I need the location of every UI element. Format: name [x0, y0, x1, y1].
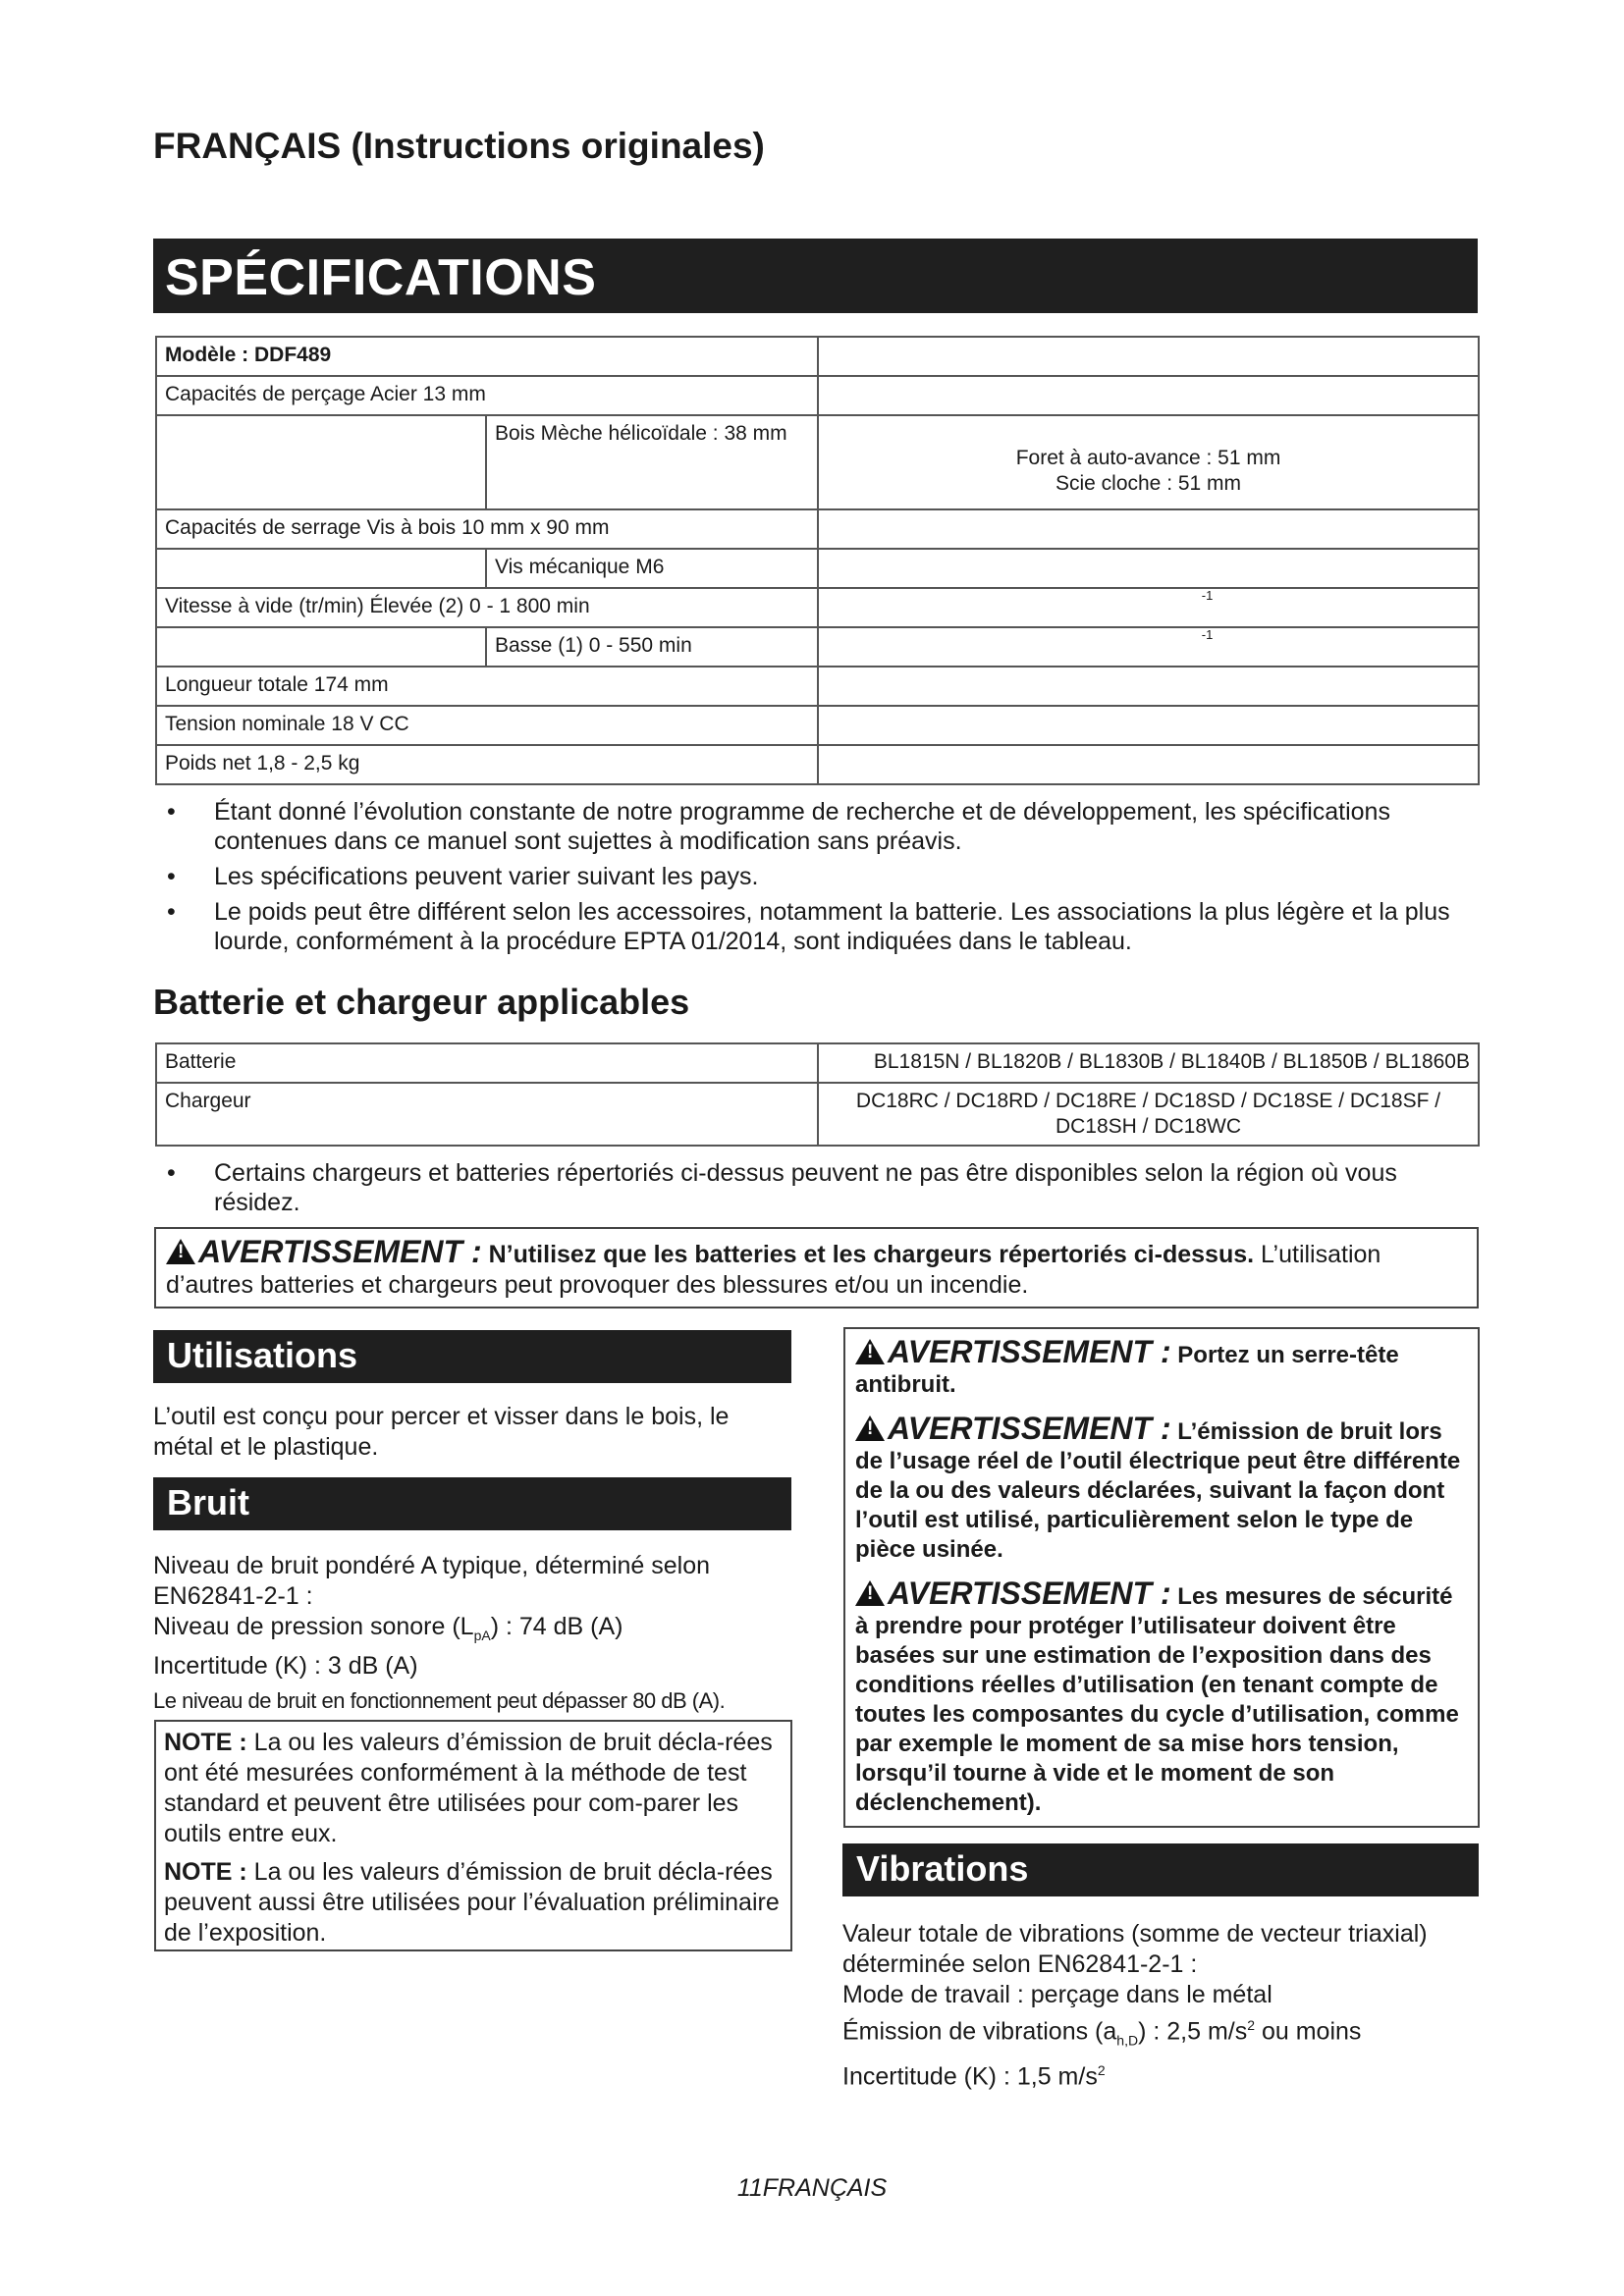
table-row [156, 745, 1479, 784]
drill-wood-values-cell [818, 415, 1479, 509]
utilisations-heading: Utilisations [153, 1330, 791, 1383]
warning-glyph: ! [867, 1342, 874, 1362]
drill-wood-value: Foret à auto-avance : 51 mm [1015, 447, 1281, 469]
vibration-line: Mode de travail : perçage dans le métal [842, 1981, 1272, 2008]
page-language-title: FRANÇAIS (Instructions originales) [153, 126, 765, 166]
bruit-notes-box [154, 1720, 792, 1951]
table-row [156, 415, 1479, 509]
battery-charger-heading: Batterie et chargeur applicables [153, 982, 690, 1022]
note-label: NOTE : [164, 1858, 247, 1886]
warning-paragraph [855, 1575, 1468, 1818]
bruit-text [153, 1551, 791, 1716]
warning-triangle-icon [855, 1415, 885, 1441]
table-row [156, 549, 1479, 588]
charger-label: Chargeur [156, 1083, 818, 1146]
vibration-emission-value: ) : 2,5 m/s [1138, 2017, 1248, 2046]
list-item: • Le poids peut être différent selon les accessoires, notamment la batterie. Les associations la plus légère et la plus lourde, conformément à la procédure EPTA 01/2014, sont indiquées dans le tableau. [153, 897, 1478, 956]
drill-wood-value: Scie cloche : 51 mm [1055, 472, 1242, 495]
table-cell [818, 337, 1479, 376]
table-cell [818, 745, 1479, 784]
table-row [156, 1083, 1479, 1146]
vibration-emission-sub: h,D [1116, 2032, 1139, 2049]
specifications-table [155, 336, 1480, 785]
list-item: • Les spécifications peuvent varier suivant les pays. [153, 862, 1478, 891]
warning-glyph: ! [178, 1242, 185, 1262]
battery-value: BL1815N / BL1820B / BL1830B / BL1840B / BL1850B / BL1860B [818, 1043, 1479, 1083]
utilisations-text: L’outil est conçu pour percer et visser dans le bois, le métal et le plastique. [153, 1403, 730, 1461]
note-text: La ou les valeurs d’émission de bruit décla-rées peuvent aussi être utilisées pour l’évaluation préliminaire de l’exposition. [164, 1858, 780, 1947]
speed-exponent: -1 [1201, 588, 1214, 603]
drill-capacity-cell: Capacités de perçage Acier 13 mm [156, 376, 818, 415]
table-row [156, 1043, 1479, 1083]
vibration-line: Valeur totale de vibrations (somme de vecteur triaxial) déterminée selon EN62841-2-1 : [842, 1920, 1428, 1978]
list-item: • Certains chargeurs et batteries répertoriés ci-dessus peuvent ne pas être disponibles selon la région où vous résidez. [153, 1158, 1478, 1217]
bruit-pressure-value: ) : 74 dB (A) [490, 1613, 623, 1640]
bruit-pressure-label: Niveau de pression sonore (L [153, 1613, 474, 1640]
charger-value-line: DC18RC / DC18RD / DC18RE / DC18SD / DC18SE / DC18SF / [855, 1090, 1441, 1112]
speed-high-unit-cell [818, 588, 1479, 627]
vibration-emission-line [842, 2010, 1479, 2056]
warning-glyph: ! [867, 1583, 874, 1604]
list-item: • Étant donné l’évolution constante de notre programme de recherche et de développement, les spécifications contenues dans ce manuel sont sujettes à modification sans préavis. [153, 797, 1478, 856]
note-text: La ou les valeurs d’émission de bruit décla-rées ont été mesurées conformément à la méthode de test standard et peuvent être utilisées pour com-parer les outils entre eux. [164, 1729, 773, 1847]
battery-warning-box [154, 1227, 1479, 1308]
machine-screw-cell: Vis mécanique M6 [486, 549, 818, 588]
model-cell: Modèle : DDF489 [156, 337, 818, 376]
bruit-heading: Bruit [153, 1477, 791, 1530]
table-row [156, 667, 1479, 706]
battery-label: Batterie [156, 1043, 818, 1083]
table-row [156, 509, 1479, 549]
table-cell [818, 376, 1479, 415]
spec-notes-list [153, 797, 1478, 962]
warning-text: Portez un serre-tête antibruit. [855, 1342, 1399, 1398]
speed-exponent: -1 [1201, 627, 1214, 642]
voltage-cell: Tension nominale 18 V CC [156, 706, 818, 745]
vibration-emission-label: Émission de vibrations (a [842, 2017, 1117, 2046]
vibration-emission-suffix: ou moins [1255, 2017, 1362, 2046]
bruit-line: Niveau de bruit pondéré A typique, déterminé selon EN62841-2-1 : [153, 1552, 711, 1610]
warning-text: L’utilisation d’autres batteries et chargeurs peut provoquer des blessures et/ou un incendie. [166, 1241, 1381, 1299]
warning-triangle-icon [855, 1580, 885, 1606]
warning-label: AVERTISSEMENT : [888, 1334, 1171, 1369]
bruit-line: Le niveau de bruit en fonctionnement peut dépasser 80 dB (A). [153, 1688, 726, 1713]
charger-value-cell [818, 1083, 1479, 1146]
warning-glyph: ! [867, 1418, 874, 1439]
warning-triangle-icon [166, 1239, 195, 1264]
table-cell [818, 706, 1479, 745]
warning-bold-text: N’utilisez que les batteries et les chargeurs répertoriés ci-dessus. [488, 1241, 1255, 1268]
specifications-heading: SPÉCIFICATIONS [153, 239, 1478, 313]
vibration-uncertainty-line [842, 2056, 1479, 2092]
warning-paragraph [855, 1411, 1468, 1565]
table-cell [818, 667, 1479, 706]
vibration-emission-sup: 2 [1247, 2017, 1256, 2033]
table-cell [156, 549, 486, 588]
bruit-line: Incertitude (K) : 3 dB (A) [153, 1652, 418, 1680]
table-row [156, 588, 1479, 627]
warning-text: L’émission de bruit lors de l’usage réel de l’outil électrique peut être différente de la ou des valeurs déclarées, suivant la façon dont l’outil est utilisé, particulièrement selon le type de pièce usinée. [855, 1418, 1461, 1563]
warning-text: Les mesures de sécurité à prendre pour protéger l’utilisateur doivent être basées sur une estimation de l’exposition dans des conditions réelles d’utilisation (en tenant compte de toutes les composantes du cycle d’utilisation, comme par exemple le moment de sa mise hors tension, lorsqu’il tourne à vide et le moment de son déclenchement). [855, 1583, 1459, 1816]
table-cell [818, 549, 1479, 588]
table-cell [156, 627, 486, 667]
bruit-pressure-sub: pA [473, 1628, 491, 1643]
note-label: NOTE : [164, 1729, 247, 1756]
vibrations-heading: Vibrations [842, 1843, 1479, 1896]
warning-paragraph [855, 1334, 1468, 1400]
weight-cell: Poids net 1,8 - 2,5 kg [156, 745, 818, 784]
table-row [156, 337, 1479, 376]
table-cell [156, 415, 486, 509]
speed-low-unit-cell [818, 627, 1479, 667]
fasten-capacity-cell: Capacités de serrage Vis à bois 10 mm x 90 mm [156, 509, 818, 549]
vibrations-text [842, 1919, 1479, 2093]
warning-label: AVERTISSEMENT : [888, 1411, 1171, 1446]
battery-notes-list [153, 1158, 1478, 1223]
warning-triangle-icon [855, 1339, 885, 1364]
page-number: 11FRANÇAIS [736, 2174, 888, 2202]
speed-high-cell: Vitesse à vide (tr/min) Élevée (2) 0 - 1 800 min [156, 588, 818, 627]
speed-low-cell: Basse (1) 0 - 550 min [486, 627, 818, 667]
bruit-pressure-line [153, 1612, 791, 1651]
warning-label: AVERTISSEMENT : [198, 1234, 482, 1269]
note-paragraph [164, 1857, 783, 1949]
warning-label: AVERTISSEMENT : [888, 1575, 1171, 1611]
length-cell: Longueur totale 174 mm [156, 667, 818, 706]
battery-charger-table [155, 1042, 1480, 1147]
note-paragraph [164, 1728, 783, 1849]
table-row [156, 706, 1479, 745]
table-cell [818, 509, 1479, 549]
vibration-uncertainty-sup: 2 [1097, 2062, 1106, 2079]
drill-wood-cell: Bois Mèche hélicoïdale : 38 mm [486, 415, 818, 509]
table-row [156, 376, 1479, 415]
vibration-uncertainty-label: Incertitude (K) : 1,5 m/s [842, 2062, 1098, 2091]
noise-warnings-box [843, 1327, 1480, 1828]
charger-value-line: DC18SH / DC18WC [1055, 1115, 1242, 1138]
table-row [156, 627, 1479, 667]
